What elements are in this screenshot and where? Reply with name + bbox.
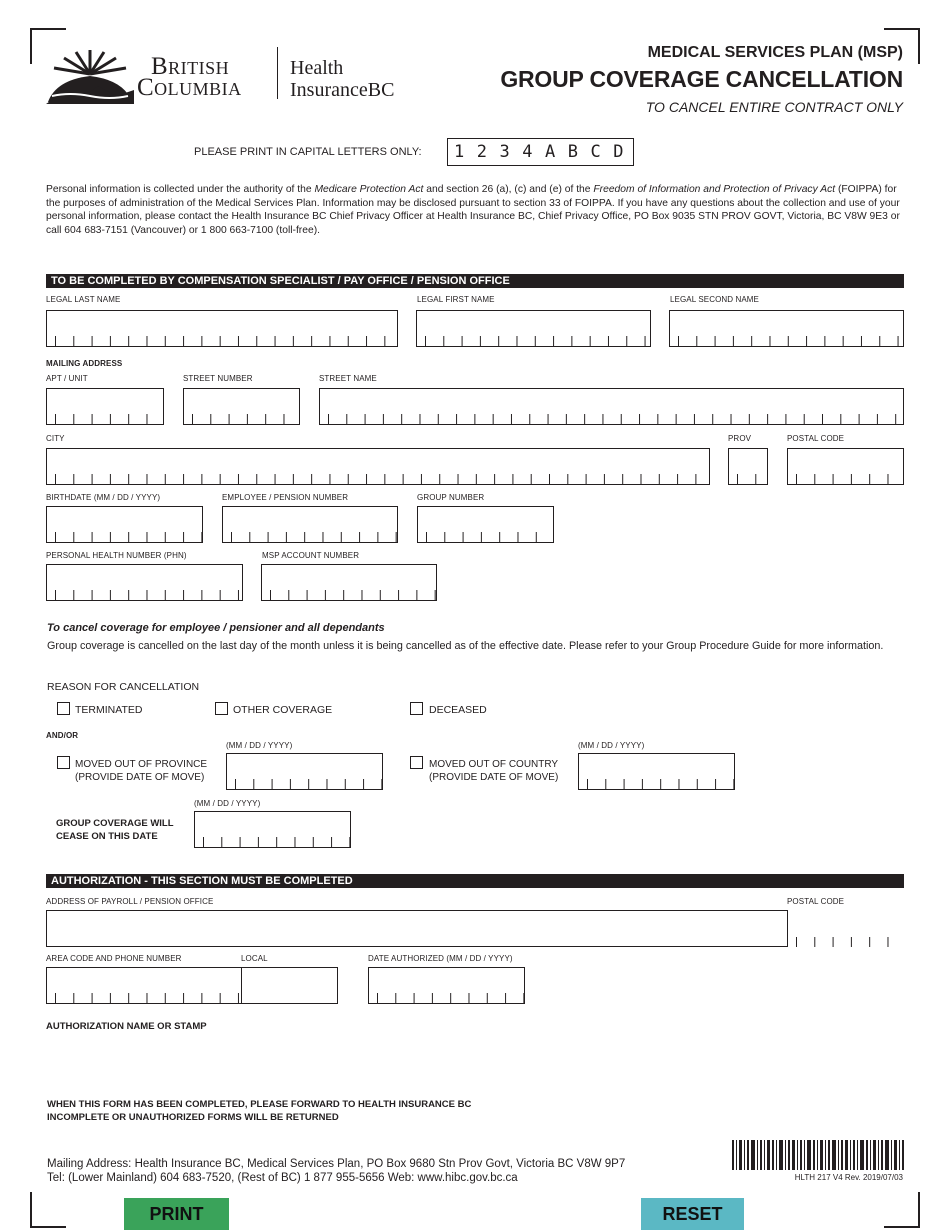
- forward-line2: INCOMPLETE OR UNAUTHORIZED FORMS WILL BE RETURNED: [47, 1112, 339, 1123]
- logo-divider: [277, 47, 278, 99]
- field-ticks: [418, 532, 553, 542]
- legal-second-name-field[interactable]: [669, 310, 904, 347]
- mailing-line: Mailing Address: Health Insurance BC, Medical Services Plan, PO Box 9680 Stn Prov Govt, Victoria BC V8W 9P7: [47, 1158, 626, 1170]
- terminated-label: TERMINATED: [75, 704, 143, 716]
- city-field[interactable]: [46, 448, 710, 485]
- print-example-box: [447, 138, 634, 166]
- moved-country-date-field[interactable]: [578, 753, 735, 790]
- field-ticks: [262, 590, 436, 600]
- form-subtitle: TO CANCEL ENTIRE CONTRACT ONLY: [645, 99, 903, 115]
- bc-wordmark: [137, 53, 242, 101]
- street-number-field[interactable]: [183, 388, 300, 425]
- field-ticks: [195, 837, 350, 847]
- privacy-act-name: Medicare Protection Act: [314, 184, 424, 195]
- hibc-line1: Health: [290, 57, 344, 79]
- label-msp-account: MSP ACCOUNT NUMBER: [262, 551, 360, 560]
- example-char: 4: [522, 142, 533, 162]
- field-ticks: [47, 474, 709, 484]
- privacy-text: (FOIPPA) for the purposes of administration of the Medical Services Plan. Information may be disclosed pursuant to section 33 of FOIPPA. If you have any questions about the collection and use of your personal information, please contact the Health Insurance BC Chief Privacy Officer at Health Insurance BC, Chief Privacy Office, PO Box 9035 STN PROV GOVT, Victoria, BC V8W 9E3 or call 604 683-7151 (Vancouver) or 1 800 663-7100 (toll-free).: [46, 184, 900, 236]
- apt-unit-field[interactable]: [46, 388, 164, 425]
- example-char: C: [590, 142, 601, 162]
- section-compensation-header: TO BE COMPLETED BY COMPENSATION SPECIALIST / PAY OFFICE / PENSION OFFICE: [46, 274, 904, 288]
- form-title: GROUP COVERAGE CANCELLATION: [500, 66, 903, 92]
- field-ticks: [223, 532, 397, 542]
- cease-date-field[interactable]: [194, 811, 351, 848]
- legal-last-name-field[interactable]: [46, 310, 398, 347]
- label-phn: PERSONAL HEALTH NUMBER (PHN): [46, 551, 187, 560]
- label-legal-first-name: LEGAL FIRST NAME: [417, 295, 495, 304]
- street-name-field[interactable]: [319, 388, 904, 425]
- label-postal-code: POSTAL CODE: [787, 434, 845, 443]
- prov-field[interactable]: [728, 448, 768, 485]
- field-ticks: [417, 336, 650, 346]
- phone-field[interactable]: [46, 967, 242, 1004]
- field-ticks: [788, 474, 903, 484]
- auth-name-stamp-label: AUTHORIZATION NAME OR STAMP: [46, 1021, 207, 1032]
- field-ticks: [729, 474, 767, 484]
- privacy-text: and section 26 (a), (c) and (e) of the: [423, 184, 594, 195]
- example-char: 2: [476, 142, 487, 162]
- privacy-text: Personal information is collected under the authority of the: [46, 184, 315, 195]
- field-ticks: [320, 414, 903, 424]
- moved-province-date-field[interactable]: [226, 753, 383, 790]
- label-date-authorized: DATE AUTHORIZED (MM / DD / YYYY): [368, 954, 513, 963]
- form-code: HLTH 217 V4 Rev. 2019/07/03: [794, 1173, 903, 1182]
- plan-title: MEDICAL SERVICES PLAN (MSP): [647, 44, 903, 61]
- other-coverage-label: OTHER COVERAGE: [233, 704, 333, 716]
- phn-field[interactable]: [46, 564, 243, 601]
- field-ticks: [47, 414, 163, 424]
- label-apt-unit: APT / UNIT: [46, 374, 88, 383]
- field-ticks: [579, 779, 734, 789]
- field-ticks: [369, 993, 524, 1003]
- label-street-number: STREET NUMBER: [183, 374, 253, 383]
- example-char: A: [545, 142, 556, 162]
- bc-sun-logo-icon: [46, 46, 134, 104]
- section-authorization-header: AUTHORIZATION - THIS SECTION MUST BE COMPLETED: [46, 874, 904, 888]
- cease-line1: GROUP COVERAGE WILL: [56, 818, 174, 829]
- cancel-heading: To cancel coverage for employee / pensioner and all dependants: [47, 622, 385, 634]
- example-char: 1: [454, 142, 465, 162]
- barcode-icon: [732, 1140, 904, 1170]
- label-employee-number: EMPLOYEE / PENSION NUMBER: [222, 493, 349, 502]
- moved-country-label: [429, 758, 558, 784]
- label-phone: AREA CODE AND PHONE NUMBER: [46, 954, 182, 963]
- example-char: D: [613, 142, 624, 162]
- payroll-address-field[interactable]: [46, 910, 904, 947]
- forward-line1: WHEN THIS FORM HAS BEEN COMPLETED, PLEASE FORWARD TO HEALTH INSURANCE BC: [47, 1099, 472, 1110]
- hibc-line2: InsuranceBC: [290, 79, 395, 101]
- tel-line: Tel: (Lower Mainland) 604 683-7520, (Rest of BC) 1 877 955-5656 Web: www.hibc.gov.bc.ca: [47, 1172, 518, 1184]
- group-number-field[interactable]: [417, 506, 554, 543]
- moved-country-line2: (PROVIDE DATE OF MOVE): [429, 772, 559, 783]
- bc-wordmark-line2: Columbia: [137, 74, 242, 101]
- label-date-format: (MM / DD / YYYY): [226, 741, 293, 750]
- print-button[interactable]: PRINT: [124, 1198, 229, 1230]
- moved-province-line1: MOVED OUT OF PROVINCE: [75, 759, 208, 770]
- label-legal-last-name: LEGAL LAST NAME: [46, 295, 121, 304]
- reset-button[interactable]: RESET: [641, 1198, 744, 1230]
- label-group-number: GROUP NUMBER: [417, 493, 485, 502]
- label-street-name: STREET NAME: [319, 374, 377, 383]
- example-char: 3: [499, 142, 510, 162]
- print-instruction: PLEASE PRINT IN CAPITAL LETTERS ONLY:: [194, 146, 422, 158]
- privacy-notice: [46, 183, 908, 237]
- example-char: B: [567, 142, 578, 162]
- moved-province-label: [75, 758, 207, 784]
- label-legal-second-name: LEGAL SECOND NAME: [670, 295, 759, 304]
- field-ticks: [47, 532, 202, 542]
- birthdate-field[interactable]: [46, 506, 203, 543]
- cancel-description: Group coverage is cancelled on the last day of the month unless it is being cancelled as of the effective date. Please refer to your Group Procedure Guide for more information.: [47, 640, 884, 652]
- label-payroll-address: ADDRESS OF PAYROLL / PENSION OFFICE: [46, 897, 214, 906]
- field-ticks: [670, 336, 903, 346]
- corner-mark-br: [884, 1192, 920, 1228]
- field-ticks: [47, 993, 241, 1003]
- cease-date-label: [56, 818, 174, 843]
- deceased-checkbox[interactable]: [410, 702, 423, 715]
- forward-instructions: [47, 1098, 471, 1124]
- other-coverage-checkbox[interactable]: [215, 702, 228, 715]
- field-ticks: [227, 779, 382, 789]
- auth-postal-code-field[interactable]: [787, 910, 904, 947]
- msp-account-field[interactable]: [261, 564, 437, 601]
- and-or-label: AND/OR: [46, 731, 79, 740]
- label-date-format: (MM / DD / YYYY): [578, 741, 645, 750]
- local-field[interactable]: [241, 967, 338, 1004]
- label-local: LOCAL: [241, 954, 268, 963]
- moved-province-line2: (PROVIDE DATE OF MOVE): [75, 772, 205, 783]
- label-birthdate: BIRTHDATE (MM / DD / YYYY): [46, 493, 161, 502]
- deceased-label: DECEASED: [429, 704, 487, 716]
- hibc-wordmark: [290, 57, 394, 101]
- terminated-checkbox[interactable]: [57, 702, 70, 715]
- field-ticks: [47, 590, 242, 600]
- label-date-format: (MM / DD / YYYY): [194, 799, 261, 808]
- moved-country-line1: MOVED OUT OF COUNTRY: [429, 759, 559, 770]
- date-authorized-field[interactable]: [368, 967, 525, 1004]
- label-city: CITY: [46, 434, 65, 443]
- reason-label: REASON FOR CANCELLATION: [47, 681, 200, 693]
- label-prov: PROV: [728, 434, 752, 443]
- privacy-act-name: Freedom of Information and Protection of Privacy Act: [593, 184, 836, 195]
- postal-code-field[interactable]: [787, 448, 904, 485]
- cease-line2: CEASE ON THIS DATE: [56, 830, 158, 842]
- bc-wordmark-line1: British: [151, 53, 230, 80]
- field-ticks: [788, 937, 904, 947]
- legal-first-name-field[interactable]: [416, 310, 651, 347]
- label-mailing-address: MAILING ADDRESS: [46, 359, 123, 368]
- field-ticks: [184, 414, 299, 424]
- employee-number-field[interactable]: [222, 506, 398, 543]
- corner-mark-bl: [30, 1192, 66, 1228]
- field-ticks: [47, 336, 397, 346]
- label-auth-postal-code: POSTAL CODE: [787, 897, 845, 906]
- mailing-address: [47, 1157, 625, 1185]
- moved-country-checkbox[interactable]: [410, 756, 423, 769]
- moved-province-checkbox[interactable]: [57, 756, 70, 769]
